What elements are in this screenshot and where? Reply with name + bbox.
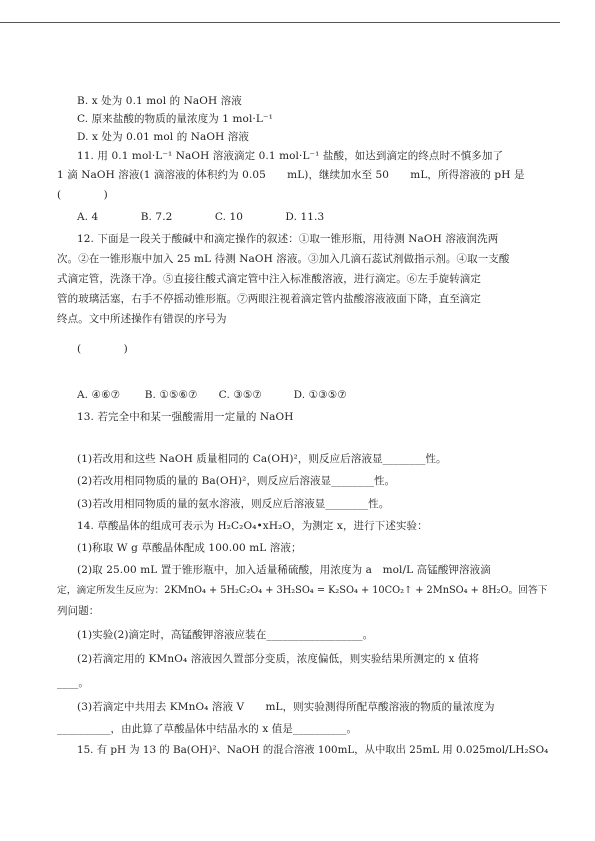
text-line: 14. 草酸晶体的组成可表示为 H₂C₂O₄•xH₂O，为测定 x，进行下述实验： bbox=[77, 520, 428, 532]
text-line: 11. 用 0.1 mol·L⁻¹ NaOH 溶液滴定 0.1 mol·L⁻¹ 盐酸，如达到滴定的终点时不慎多加了 bbox=[77, 150, 504, 162]
text-line: (3)若改用相同物质的量的氨水溶液，则反应后溶液显________性。 bbox=[77, 498, 390, 510]
text-line: (1)若改用和这些 NaOH 质量相同的 Ca(OH)²，则反应后溶液显________性。 bbox=[77, 453, 447, 465]
text-line: 13. 若完全中和某一强酸需用一定量的 NaOH bbox=[77, 411, 294, 423]
text-line: C. 原来盐酸的物质的量浓度为 1 mol·L⁻¹ bbox=[77, 113, 273, 125]
text-line: ____。 bbox=[57, 677, 89, 689]
text-line: (1)称取 W g 草酸晶体配成 100.00 mL 溶液； bbox=[77, 542, 302, 554]
text-line: 15. 有 pH 为 13 的 Ba(OH)²、NaOH 的混合溶液 100mL，从中取出 25mL 用 0.025mol/LH₂SO₄ bbox=[77, 744, 549, 756]
text-line: A. 4 B. 7.2 C. 10 D. 11.3 bbox=[77, 211, 325, 223]
text-line: ( ) bbox=[77, 343, 128, 355]
text-line: (2)若改用相同物质的量的 Ba(OH)²，则反应后溶液显________性。 bbox=[77, 475, 396, 487]
text-line: __________，由此算了草酸晶体中结晶水的 x 值是__________。 bbox=[57, 723, 358, 735]
text-line: 终点。文中所述操作有错误的序号为 bbox=[57, 313, 227, 325]
text-line: 12. 下面是一段关于酸碱中和滴定操作的叙述：①取一锥形瓶，用待测 NaOH 溶液润洗两 bbox=[77, 233, 499, 245]
text-line: (1)实验(2)滴定时，高锰酸钾溶液应装在__________________。 bbox=[77, 629, 374, 641]
text-line: (3)若滴定中共用去 KMnO₄ 溶液 V mL，则实验测得所配草酸溶液的物质的量浓度为 bbox=[77, 701, 495, 713]
text-line: 1 滴 NaOH 溶液(1 滴溶液的体积约为 0.05 mL)，继续加水至 50 mL，所得溶液的 pH 是 bbox=[57, 169, 525, 181]
text-line: (2)取 25.00 mL 置于锥形瓶中，加入适量稀硫酸，用浓度为 a mol/L 高锰酸钾溶液滴 bbox=[77, 564, 491, 576]
text-line: 列问题： bbox=[57, 605, 100, 617]
header-rule bbox=[0, 22, 560, 23]
text-line: B. x 处为 0.1 mol 的 NaOH 溶液 bbox=[77, 95, 242, 107]
text-line: A. ④⑥⑦ B. ①⑤⑥⑦ C. ③⑤⑦ D. ①③⑤⑦ bbox=[77, 389, 347, 401]
text-line: 定，滴定所发生反应为：2KMnO₄ + 5H₂C₂O₄ + 3H₂SO₄ = K₂SO₄ + 10CO₂↑ + 2MnSO₄ + 8H₂O。回答下 bbox=[57, 585, 548, 596]
text-line: D. x 处为 0.01 mol 的 NaOH 溶液 bbox=[77, 131, 249, 143]
text-line: 式滴定管，洗涤干净。⑤直接往酸式滴定管中注入标准酸溶液，进行滴定。⑥左手旋转滴定 bbox=[57, 273, 481, 285]
text-line: ( ) bbox=[57, 189, 108, 201]
text-line: 管的玻璃活塞，右手不停摇动锥形瓶。⑦两眼注视着滴定管内盐酸溶液液面下降，直至滴定 bbox=[57, 293, 481, 305]
text-line: (2)若滴定用的 KMnO₄ 溶液因久置部分变质，浓度偏低，则实验结果所测定的 x 值将 bbox=[77, 653, 480, 665]
text-line: 次。②在一锥形瓶中加入 25 mL 待测 NaOH 溶液。③加入几滴石蕊试剂做指示剂。④取一支酸 bbox=[57, 253, 510, 265]
